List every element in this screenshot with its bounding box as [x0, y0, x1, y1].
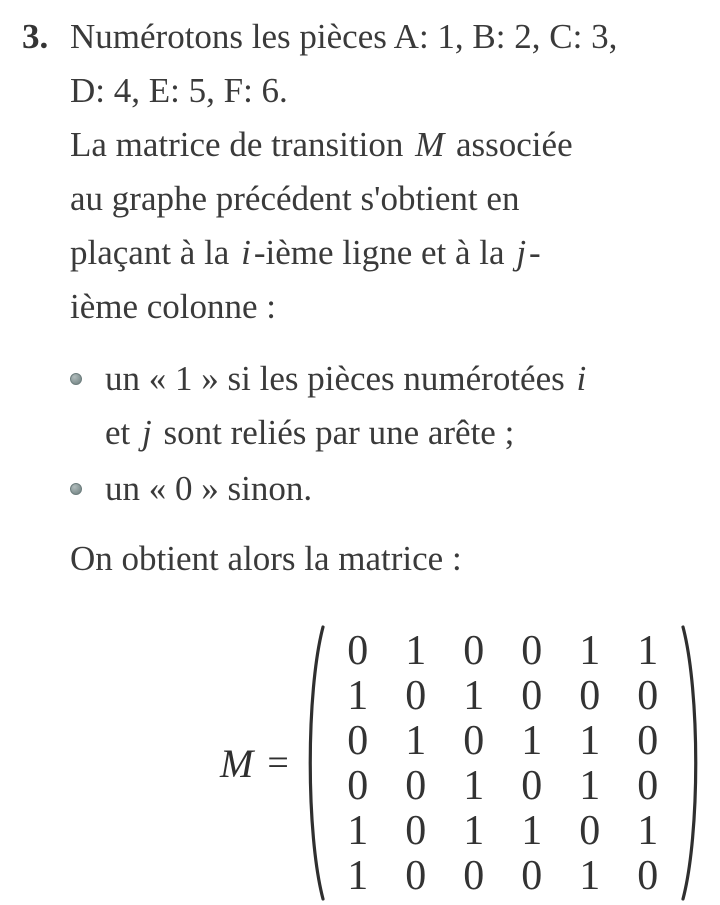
bullet-item: [70, 352, 702, 460]
matrix-symbol: M: [220, 740, 254, 786]
math-var: j: [142, 413, 152, 452]
text-run: associée: [447, 125, 573, 164]
text-run: plaçant à la: [70, 233, 239, 272]
matrix-cell: 0: [463, 852, 485, 899]
text-run: un « 0 » sinon.: [105, 469, 313, 508]
text-run: ième colonne :: [70, 287, 277, 326]
matrix-cell: 1: [521, 807, 543, 854]
math-var: j: [516, 233, 527, 272]
text-line: [70, 226, 702, 280]
matrix-cell: 1: [521, 717, 543, 764]
text-run: -: [529, 233, 541, 272]
text-line: [70, 118, 702, 172]
matrix-cell: 0: [405, 852, 427, 899]
paragraph: [70, 532, 702, 586]
matrix-cell: 0: [579, 807, 601, 854]
math-var: i: [241, 233, 251, 272]
matrix-cell: 0: [579, 672, 601, 719]
matrix-cell: 1: [463, 672, 485, 719]
matrix-cell: 1: [347, 672, 369, 719]
text-lines: [70, 10, 702, 118]
matrix-cell: 1: [405, 717, 427, 764]
matrix-cell: 1: [579, 627, 601, 674]
matrix-cell: 0: [637, 717, 659, 764]
text-run: et: [105, 413, 140, 452]
text-line: [70, 64, 702, 118]
bullet-item: [70, 462, 702, 516]
text-lines: [70, 118, 702, 334]
text-run: La matrice de transition: [70, 125, 413, 164]
matrix-cell: 0: [405, 672, 427, 719]
text-lines: [70, 532, 702, 586]
text-line: [70, 172, 702, 226]
bullet-icon: [70, 373, 82, 385]
equals-sign: =: [267, 742, 289, 784]
matrix-cell: 1: [347, 852, 369, 899]
text-line: [70, 280, 702, 334]
text-run: au graphe précédent s'obtient en: [70, 179, 520, 218]
matrix-cell: 0: [405, 762, 427, 809]
text-line: [105, 462, 312, 516]
text-lines: [105, 462, 312, 516]
right-paren: [679, 622, 705, 904]
text-run: Numérotons les pièces A: 1, B: 2, C: 3,: [70, 17, 618, 56]
matrix-cell: 0: [463, 627, 485, 674]
text-run: On obtient alors la matrice :: [70, 539, 462, 578]
matrix-cell: 1: [579, 717, 601, 764]
matrix-cell: 0: [521, 762, 543, 809]
matrix-cell: 0: [521, 627, 543, 674]
matrix-cell: 0: [521, 672, 543, 719]
matrix-cell: 0: [347, 762, 369, 809]
paragraph: [70, 118, 702, 334]
matrix-cell: 0: [347, 717, 369, 764]
matrix-cell: 0: [347, 627, 369, 674]
math-var: M: [415, 125, 445, 164]
matrix-cell: 1: [579, 762, 601, 809]
matrix-cell: 0: [637, 852, 659, 899]
text-line: [105, 406, 589, 460]
matrix-cell: 0: [637, 672, 659, 719]
math-var: i: [576, 359, 587, 398]
matrix-cell: 0: [463, 717, 485, 764]
text-lines: [105, 352, 589, 460]
matrix-cell: 0: [521, 852, 543, 899]
matrix-grid: [329, 628, 677, 898]
matrix-equation: [220, 622, 702, 904]
bullet-icon: [70, 483, 82, 495]
matrix-cell: 1: [579, 852, 601, 899]
matrix-cell: 1: [347, 807, 369, 854]
item-body: [70, 10, 702, 586]
text-line: [70, 532, 702, 586]
matrix-cell: 1: [637, 627, 659, 674]
left-paren: [301, 622, 327, 904]
matrix-cell: 1: [463, 762, 485, 809]
text-line: [70, 10, 702, 64]
matrix-cell: 1: [405, 627, 427, 674]
list-item-number: 3.: [22, 17, 49, 56]
matrix-cell: 0: [637, 762, 659, 809]
text-run: D: 4, E: 5, F: 6.: [70, 71, 288, 110]
matrix-cell: 1: [463, 807, 485, 854]
text-line: [105, 352, 589, 406]
paragraph: [70, 10, 702, 118]
text-run: un « 1 » si les pièces numérotées: [105, 359, 574, 398]
matrix-cell: 1: [637, 807, 659, 854]
text-run: sont reliés par une arête ;: [154, 413, 515, 452]
matrix-cell: 0: [405, 807, 427, 854]
text-run: -ième ligne et à la: [253, 233, 514, 272]
